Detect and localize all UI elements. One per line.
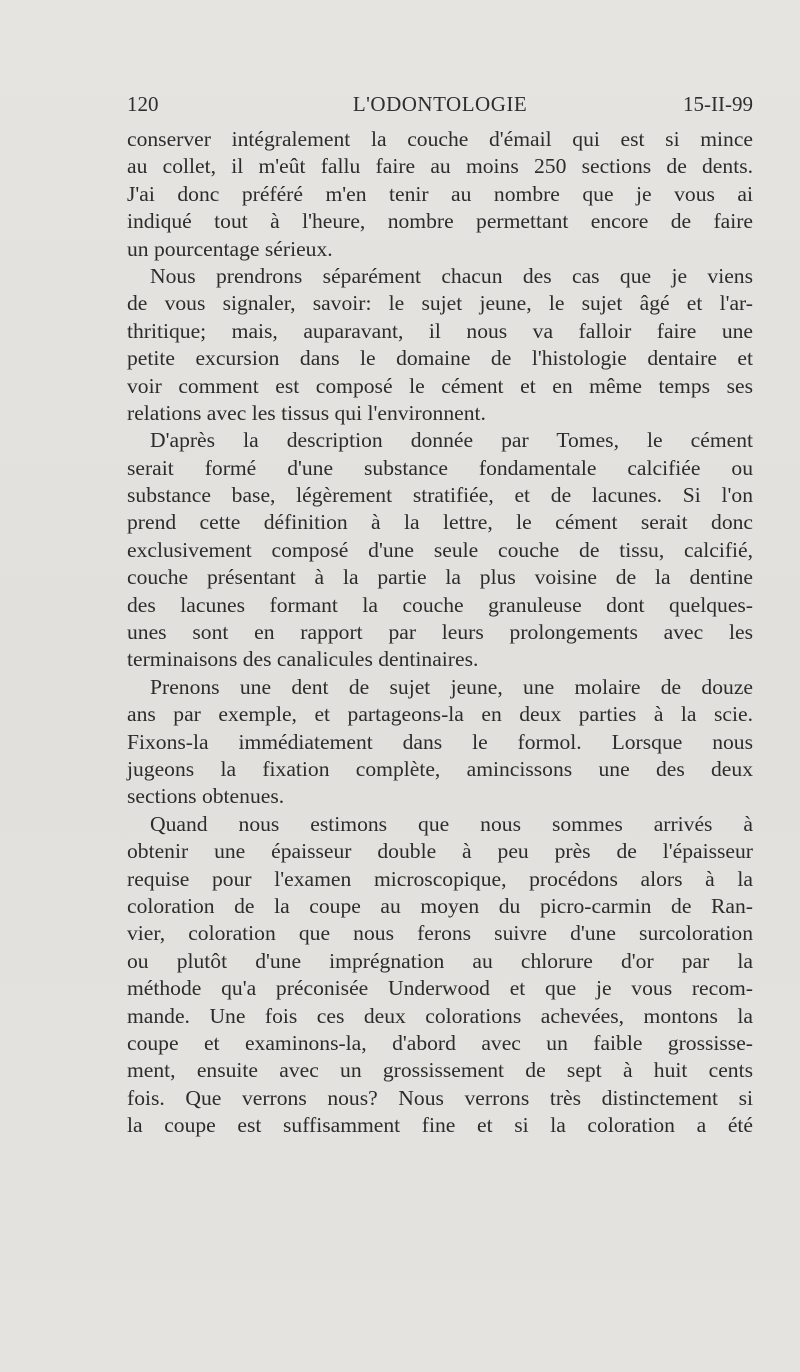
text-line: thritique; mais, auparavant, il nous va falloir faire une	[127, 318, 753, 343]
text-line: Nous prendrons séparément chacun des cas que je viens	[150, 263, 753, 288]
text-line: unes sont en rapport par leurs prolongements avec les	[127, 620, 753, 645]
text-line: couche présentant à la partie la plus voisine de la dentine	[127, 565, 753, 590]
text-line: D'après la description donnée par Tomes, le cément	[150, 428, 753, 453]
text-line: J'ai donc préféré m'en tenir au nombre que je vous ai	[127, 181, 753, 206]
issue-date: 15-II-99	[683, 92, 753, 116]
text-line: indiqué tout à l'heure, nombre permettant encore de faire	[127, 209, 753, 234]
paragraph-5	[127, 811, 753, 1140]
text-line: requise pour l'examen microscopique, procédons alors à la	[127, 866, 753, 891]
text-line: un pourcentage sérieux.	[127, 236, 333, 261]
text-line: voir comment est composé le cément et en même temps ses	[127, 373, 753, 398]
paragraph-2	[127, 263, 753, 427]
paragraph-4	[127, 674, 753, 811]
text-line: serait formé d'une substance fondamentale calcifiée ou	[127, 455, 753, 480]
text-line: la coupe est suffisamment fine et si la coloration a été	[127, 1113, 753, 1138]
text-line: ment, ensuite avec un grossissement de sept à huit cents	[127, 1058, 753, 1083]
running-head	[127, 92, 753, 122]
text-line: coupe et examinons-la, d'abord avec un faible grossisse-	[127, 1030, 753, 1055]
text-line: sections obtenues.	[127, 784, 285, 809]
text-line: des lacunes formant la couche granuleuse dont quelques-	[127, 592, 753, 617]
journal-title: L'ODONTOLOGIE	[352, 92, 528, 116]
text-line: Quand nous estimons que nous sommes arrivés à	[150, 811, 753, 836]
text-line: ou plutôt d'une imprégnation au chlorure d'or par la	[127, 948, 753, 973]
text-line: prend cette définition à la lettre, le cément serait donc	[127, 510, 753, 535]
page-number: 120	[127, 92, 159, 116]
text-line: fois. Que verrons nous? Nous verrons très distinctement si	[127, 1085, 753, 1110]
text-line: mande. Une fois ces deux colorations achevées, montons la	[127, 1003, 753, 1028]
text-line: petite excursion dans le domaine de l'histologie dentaire et	[127, 346, 753, 371]
paragraph-3	[127, 427, 753, 674]
text-line: relations avec les tissus qui l'environnent.	[127, 400, 486, 425]
text-line: Prenons une dent de sujet jeune, une molaire de douze	[150, 674, 753, 699]
text-line: coloration de la coupe au moyen du picro-carmin de Ran-	[127, 893, 753, 918]
text-line: obtenir une épaisseur double à peu près de l'épaisseur	[127, 839, 753, 864]
text-line: au collet, il m'eût fallu faire au moins 250 sections de dents.	[127, 154, 753, 179]
text-line: ans par exemple, et partageons-la en deux parties à la scie.	[127, 702, 753, 727]
text-line: méthode qu'a préconisée Underwood et que je vous recom-	[127, 976, 753, 1001]
text-line: conserver intégralement la couche d'émail qui est si mince	[127, 127, 753, 151]
text-line: vier, coloration que nous ferons suivre d'une surcoloration	[127, 921, 753, 946]
text-line: substance base, légèrement stratifiée, et de lacunes. Si l'on	[127, 483, 753, 508]
body-text	[127, 126, 753, 1139]
text-line: terminaisons des canalicules dentinaires.	[127, 647, 479, 672]
text-line: jugeons la fixation complète, amincissons une des deux	[127, 756, 753, 781]
text-line: Fixons-la immédiatement dans le formol. Lorsque nous	[127, 729, 753, 754]
text-line: exclusivement composé d'une seule couche de tissu, calcifié,	[127, 537, 753, 562]
text-line: de vous signaler, savoir: le sujet jeune, le sujet âgé et l'ar-	[127, 291, 753, 316]
paragraph-1	[127, 126, 753, 263]
